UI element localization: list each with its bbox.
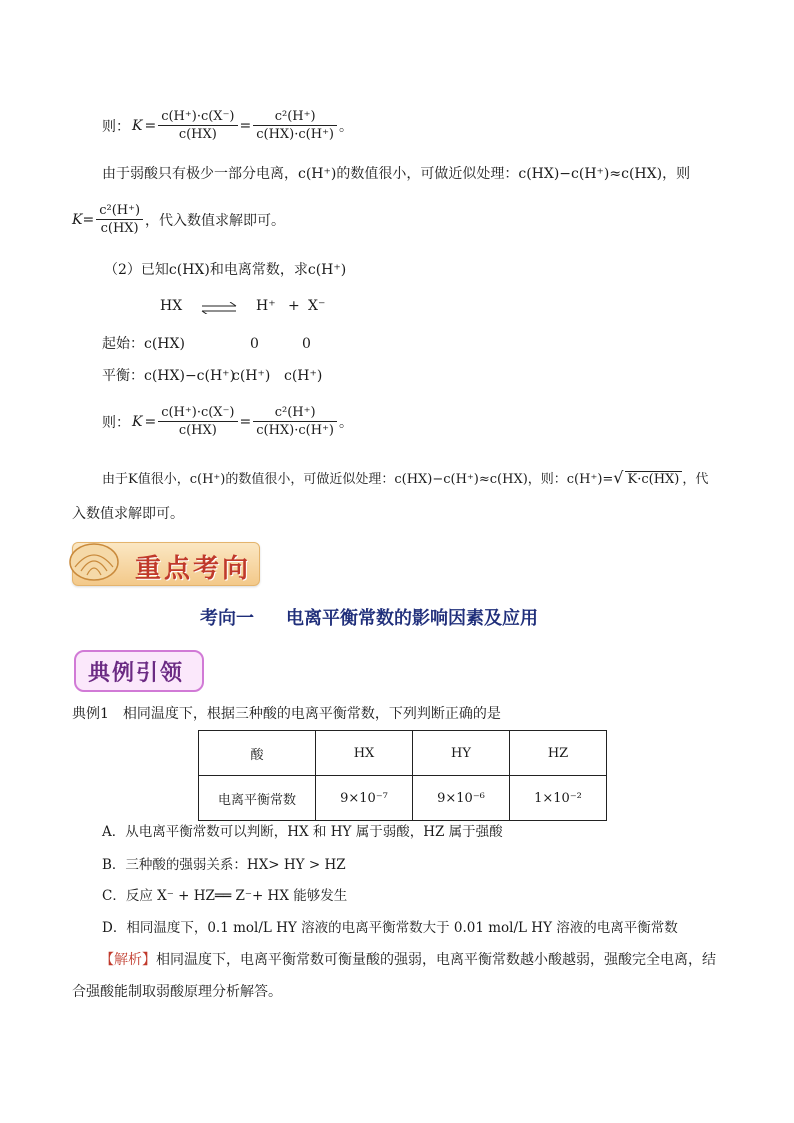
table-header: HX bbox=[316, 731, 413, 776]
equilibrium-value-1: c(H⁺) bbox=[232, 368, 271, 384]
example-box-label: 典例引领 bbox=[88, 661, 185, 686]
suffix-text: ，代入数值求解即可。 bbox=[145, 212, 286, 229]
prefix-text: 则： bbox=[102, 414, 130, 431]
fraction-denominator: c(HX) bbox=[100, 221, 139, 236]
fraction-2 bbox=[253, 108, 337, 143]
table-row bbox=[199, 776, 607, 821]
item-2-title: （2）已知c(HX)和电离常数，求c(H⁺) bbox=[104, 262, 347, 278]
fraction-2 bbox=[253, 404, 337, 439]
k-symbol: K bbox=[132, 413, 143, 430]
fraction-denominator: c(HX) bbox=[178, 423, 217, 438]
topic-heading bbox=[200, 604, 538, 630]
fraction-numerator: c(H⁺)·c(X⁻) bbox=[158, 404, 237, 422]
option-b: B．三种酸的强弱关系：HX> HY > HZ bbox=[102, 857, 346, 873]
option-c: C．反应 X⁻ + HZ══ Z⁻+ HX 能够发生 bbox=[102, 888, 348, 904]
table-header: HY bbox=[413, 731, 510, 776]
fraction-denominator: c(HX)·c(H⁺) bbox=[256, 127, 335, 142]
table-cell: 电离平衡常数 bbox=[199, 776, 316, 821]
example-question: 典例1 相同温度下，根据三种酸的电离平衡常数，下列判断正确的是 bbox=[72, 706, 501, 722]
banner-title: 重点考向 bbox=[135, 554, 252, 584]
equilibrium-arrow-icon bbox=[200, 302, 238, 314]
fraction bbox=[96, 202, 143, 237]
k-symbol: K bbox=[132, 117, 143, 134]
equals-sign: = bbox=[239, 117, 252, 134]
example-box bbox=[74, 650, 204, 692]
equilibrium-value-2: c(H⁺) bbox=[284, 368, 323, 384]
paragraph-2-cont: 入数值求解即可。 bbox=[72, 506, 184, 522]
k-expression-2 bbox=[72, 202, 287, 237]
fraction-1 bbox=[158, 404, 237, 439]
option-d: D．相同温度下，0.1 mol/L HY 溶液的电离平衡常数大于 0.01 mol/L HY 溶液的电离平衡常数 bbox=[102, 920, 678, 936]
option-a: A．从电离平衡常数可以判断，HX 和 HY 属于弱酸，HZ 属于强酸 bbox=[102, 824, 503, 840]
table-header: HZ bbox=[510, 731, 607, 776]
table-cell: 9×10⁻⁷ bbox=[316, 776, 413, 821]
prefix-text: 则： bbox=[102, 118, 130, 135]
fraction-1 bbox=[158, 108, 237, 143]
table-cell: 9×10⁻⁶ bbox=[413, 776, 510, 821]
analysis-text: 相同温度下，电离平衡常数可衡量酸的强弱，电离平衡常数越小酸越弱，强酸完全电离，结 bbox=[156, 952, 716, 968]
key-points-banner bbox=[72, 542, 260, 586]
paragraph-2 bbox=[102, 468, 708, 490]
paragraph-1: 由于弱酸只有极少一部分电离，c(H⁺)的数值很小，可做近似处理：c(HX)−c(H⁺)≈c(HX)，则 bbox=[102, 166, 691, 182]
reaction-left: HX bbox=[160, 298, 183, 314]
equals-sign: = bbox=[144, 413, 157, 430]
fraction-numerator: c²(H⁺) bbox=[253, 404, 337, 422]
analysis-line-1 bbox=[100, 950, 716, 970]
fraction-numerator: c(H⁺)·c(X⁻) bbox=[158, 108, 237, 126]
analysis-line-2: 合强酸能制取弱酸原理分析解答。 bbox=[72, 984, 282, 1000]
k-expression-3 bbox=[102, 404, 355, 439]
fraction-numerator: c²(H⁺) bbox=[253, 108, 337, 126]
k-expression-1 bbox=[102, 108, 355, 143]
topic-number: 考向一 bbox=[200, 608, 254, 629]
reaction-plus: + bbox=[288, 298, 300, 314]
fraction-denominator: c(HX)·c(H⁺) bbox=[256, 423, 335, 438]
table-cell: 1×10⁻² bbox=[510, 776, 607, 821]
equals-sign: = bbox=[239, 413, 252, 430]
initial-value-1: 0 bbox=[250, 336, 259, 352]
equals-sign: = bbox=[144, 117, 157, 134]
shell-icon bbox=[67, 537, 121, 583]
reaction-product-2: X⁻ bbox=[308, 298, 326, 314]
initial-value-2: 0 bbox=[302, 336, 311, 352]
k-symbol: K= bbox=[72, 211, 95, 228]
constants-table bbox=[198, 730, 607, 821]
fraction-numerator: c²(H⁺) bbox=[96, 202, 143, 220]
fraction-denominator: c(HX) bbox=[178, 127, 217, 142]
sqrt-content: K·c(HX) bbox=[625, 471, 683, 488]
sqrt-icon: √ bbox=[613, 468, 624, 487]
period: 。 bbox=[339, 414, 354, 431]
topic-title: 电离平衡常数的影响因素及应用 bbox=[286, 608, 538, 629]
reaction-product-1: H⁺ bbox=[256, 298, 276, 314]
table-header-row bbox=[199, 731, 607, 776]
analysis-tag: 【解析】 bbox=[100, 952, 156, 968]
equilibrium-label: 平衡：c(HX)−c(H⁺) bbox=[102, 368, 236, 384]
paragraph-2-end: ，代 bbox=[682, 472, 709, 487]
initial-label: 起始：c(HX) bbox=[102, 336, 185, 352]
period: 。 bbox=[339, 118, 354, 135]
table-header: 酸 bbox=[199, 731, 316, 776]
paragraph-2-text: 由于K值很小，c(H⁺)的数值很小，可做近似处理：c(HX)−c(H⁺)≈c(HX)，则：c(H⁺)= bbox=[102, 472, 614, 487]
